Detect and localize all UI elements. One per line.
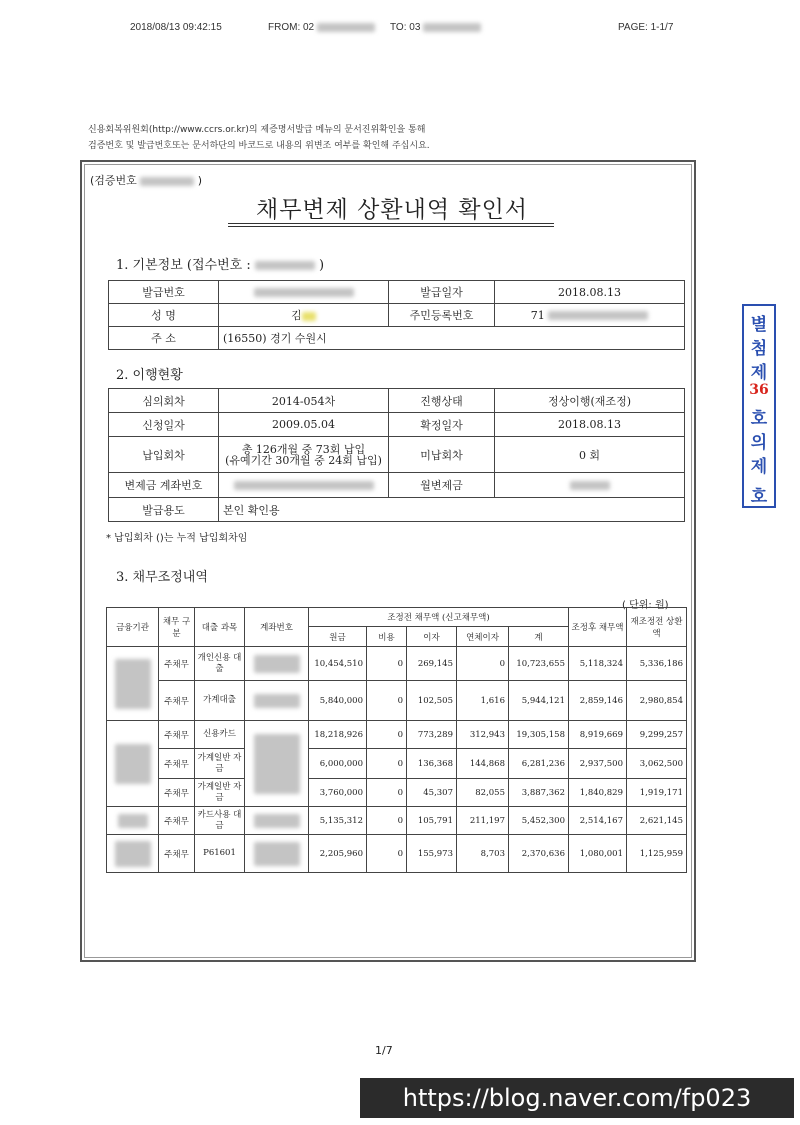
- overdue-cell: 8,703: [457, 835, 509, 873]
- redacted-block: [234, 481, 374, 490]
- section1-heading-close: ): [319, 258, 325, 273]
- stamp-char: 별: [750, 315, 768, 335]
- loan-subject-cell: 카드사용 대금: [195, 807, 245, 835]
- col-overdue: 연체이자: [457, 627, 509, 647]
- paid-line-2: (유예기간 30개월 중 24회 납입): [225, 453, 382, 467]
- total-cell: 3,887,362: [509, 779, 569, 807]
- account-cell: [245, 835, 309, 873]
- total-cell: 5,452,300: [509, 807, 569, 835]
- section1-heading-text: 1. 기본정보 (접수번호 :: [116, 258, 251, 273]
- redacted-block: [115, 744, 151, 784]
- table-row: [107, 647, 687, 681]
- redacted-block: [317, 23, 375, 32]
- account-cell: [245, 807, 309, 835]
- after-cell: 5,118,324: [569, 647, 627, 681]
- redacted-block: [115, 841, 151, 867]
- redacted-block: [254, 842, 300, 866]
- debt-adjustment-table: [106, 607, 687, 873]
- table-row: [107, 779, 687, 807]
- redacted-block: [254, 655, 300, 673]
- redacted-block: [115, 659, 151, 709]
- round-label: 심의회차: [109, 389, 219, 413]
- stamp-char: 의: [750, 433, 768, 453]
- readjust-cell: 5,336,186: [627, 647, 687, 681]
- loan-subject-cell: 신용카드: [195, 721, 245, 749]
- cost-cell: 0: [367, 681, 407, 721]
- total-cell: 6,281,236: [509, 749, 569, 779]
- readjust-cell: 3,062,500: [627, 749, 687, 779]
- unit-label: ( 단위: 원): [622, 600, 669, 611]
- issue-date-value: 2018.08.13: [495, 281, 685, 304]
- redacted-block: [254, 734, 300, 794]
- notice-line-1: 신용회복위원회(http://www.ccrs.or.kr)의 제증명서발급 메뉴의 문서진위확인을 통해: [88, 125, 426, 135]
- principal-cell: 18,218,926: [309, 721, 367, 749]
- redacted-block: [302, 312, 316, 321]
- overdue-cell: 0: [457, 647, 509, 681]
- institution-cell: [107, 721, 159, 807]
- fax-from: [268, 22, 375, 33]
- page-number: 1/7: [375, 1044, 393, 1057]
- debt-type-cell: 주채무: [159, 681, 195, 721]
- title-underline: [228, 223, 554, 224]
- debt-type-cell: 주채무: [159, 807, 195, 835]
- table-row: [107, 721, 687, 749]
- rrn-label: 주민등록번호: [389, 304, 495, 327]
- address-value: (16550) 경기 수원시: [219, 327, 685, 350]
- section1-heading: [116, 254, 324, 273]
- paid-round-note: * 납입회차 ()는 누적 납입회차임: [106, 533, 248, 544]
- principal-cell: 2,205,960: [309, 835, 367, 873]
- round-value: 2014-054차: [219, 389, 389, 413]
- redacted-block: [254, 288, 354, 297]
- readjust-cell: 2,621,145: [627, 807, 687, 835]
- verification-number: [90, 172, 202, 188]
- rrn-value: [495, 304, 685, 327]
- fax-to-label: TO: 03: [390, 22, 421, 33]
- name-value: [219, 304, 389, 327]
- loan-subject-cell: 가계일반 자금: [195, 749, 245, 779]
- principal-cell: 3,760,000: [309, 779, 367, 807]
- table-row: [107, 807, 687, 835]
- redacted-block: [254, 694, 300, 708]
- debt-type-cell: 주채무: [159, 779, 195, 807]
- interest-cell: 136,368: [407, 749, 457, 779]
- readjust-cell: 1,125,959: [627, 835, 687, 873]
- verification-close: ): [197, 174, 203, 187]
- debt-type-cell: 주채무: [159, 835, 195, 873]
- interest-cell: 269,145: [407, 647, 457, 681]
- col-before-group: 조정전 채무액 (신고채무액): [309, 608, 569, 627]
- apply-date-value: 2009.05.04: [219, 413, 389, 437]
- performance-table: [108, 388, 685, 522]
- after-cell: 2,859,146: [569, 681, 627, 721]
- apply-date-label: 신청일자: [109, 413, 219, 437]
- overdue-cell: 144,868: [457, 749, 509, 779]
- issue-no-label: 발급번호: [109, 281, 219, 304]
- confirm-date-label: 확정일자: [389, 413, 495, 437]
- document-title: 채무변제 상환내역 확인서: [255, 197, 529, 223]
- account-cell: [245, 721, 309, 807]
- stamp-char: 호: [750, 409, 768, 429]
- purpose-value: 본인 확인용: [219, 498, 685, 522]
- debt-type-cell: 주채무: [159, 721, 195, 749]
- table-row: [107, 681, 687, 721]
- col-debt-type: 채무 구분: [159, 608, 195, 647]
- redacted-block: [570, 481, 610, 490]
- fax-page: PAGE: 1-1/7: [618, 22, 674, 33]
- table-row: [107, 835, 687, 873]
- overdue-cell: 82,055: [457, 779, 509, 807]
- account-cell: [245, 647, 309, 681]
- after-cell: 1,080,001: [569, 835, 627, 873]
- cost-cell: 0: [367, 721, 407, 749]
- fax-datetime: 2018/08/13 09:42:15: [130, 22, 222, 33]
- verification-label: (검증번호: [90, 174, 137, 187]
- total-cell: 19,305,158: [509, 721, 569, 749]
- interest-cell: 155,973: [407, 835, 457, 873]
- section3-heading: 3. 채무조정내역: [116, 570, 208, 585]
- account-cell: [245, 681, 309, 721]
- interest-cell: 773,289: [407, 721, 457, 749]
- redacted-block: [118, 814, 148, 828]
- account-label: 변제금 계좌번호: [109, 473, 219, 498]
- col-institution: 금융기관: [107, 608, 159, 647]
- readjust-cell: 9,299,257: [627, 721, 687, 749]
- loan-subject-cell: 개인신용 대출: [195, 647, 245, 681]
- address-label: 주 소: [109, 327, 219, 350]
- overdue-cell: 211,197: [457, 807, 509, 835]
- debt-type-cell: 주채무: [159, 749, 195, 779]
- monthly-value: [495, 473, 685, 498]
- loan-subject-cell: 가계일반 자금: [195, 779, 245, 807]
- after-cell: 2,937,500: [569, 749, 627, 779]
- unpaid-label: 미납회차: [389, 437, 495, 473]
- total-cell: 10,723,655: [509, 647, 569, 681]
- redacted-block: [548, 311, 648, 320]
- basic-info-table: [108, 280, 685, 350]
- after-cell: 2,514,167: [569, 807, 627, 835]
- fax-to: [390, 22, 481, 33]
- table-row: [107, 749, 687, 779]
- loan-subject-cell: 가계대출: [195, 681, 245, 721]
- paid-label: 납입회차: [109, 437, 219, 473]
- stamp-number: 36: [749, 382, 769, 398]
- col-total: 계: [509, 627, 569, 647]
- after-cell: 1,840,829: [569, 779, 627, 807]
- loan-subject-cell: P61601: [195, 835, 245, 873]
- monthly-label: 월변제금: [389, 473, 495, 498]
- total-cell: 2,370,636: [509, 835, 569, 873]
- total-cell: 5,944,121: [509, 681, 569, 721]
- readjust-cell: 2,980,854: [627, 681, 687, 721]
- col-interest: 이자: [407, 627, 457, 647]
- stamp-char: 제: [750, 457, 768, 477]
- interest-cell: 102,505: [407, 681, 457, 721]
- cost-cell: 0: [367, 749, 407, 779]
- fax-from-label: FROM: 02: [268, 22, 315, 33]
- principal-cell: 5,840,000: [309, 681, 367, 721]
- readjust-cell: 1,919,171: [627, 779, 687, 807]
- title-underline: [228, 226, 554, 227]
- stamp-char: 첨: [750, 339, 768, 359]
- cost-cell: 0: [367, 835, 407, 873]
- status-value: 정상이행(재조정): [495, 389, 685, 413]
- stamp-char: 호: [750, 487, 768, 507]
- name-label: 성 명: [109, 304, 219, 327]
- stamp-char: 제: [750, 363, 768, 383]
- interest-cell: 45,307: [407, 779, 457, 807]
- principal-cell: 5,135,312: [309, 807, 367, 835]
- col-loan-subject: 대출 과목: [195, 608, 245, 647]
- issue-date-label: 발급일자: [389, 281, 495, 304]
- col-principal: 원금: [309, 627, 367, 647]
- redacted-block: [423, 23, 481, 32]
- blog-watermark: https://blog.naver.com/fp023: [360, 1078, 794, 1118]
- col-after: 조정후 채무액: [569, 608, 627, 647]
- interest-cell: 105,791: [407, 807, 457, 835]
- col-account: 계좌번호: [245, 608, 309, 647]
- verification-notice: [88, 122, 430, 154]
- account-value: [219, 473, 389, 498]
- principal-cell: 10,454,510: [309, 647, 367, 681]
- after-cell: 8,919,669: [569, 721, 627, 749]
- unpaid-value: 0 회: [495, 437, 685, 473]
- status-label: 진행상태: [389, 389, 495, 413]
- cost-cell: 0: [367, 807, 407, 835]
- institution-cell: [107, 647, 159, 721]
- attachment-stamp: [742, 304, 776, 508]
- cost-cell: 0: [367, 779, 407, 807]
- purpose-label: 발급용도: [109, 498, 219, 522]
- name-text: 김: [291, 309, 302, 322]
- issue-no-value: [219, 281, 389, 304]
- overdue-cell: 312,943: [457, 721, 509, 749]
- confirm-date-value: 2018.08.13: [495, 413, 685, 437]
- redacted-block: [255, 261, 315, 270]
- section2-heading: 2. 이행현황: [116, 368, 183, 383]
- cost-cell: 0: [367, 647, 407, 681]
- col-readjust: 재조정전 상환액: [627, 608, 687, 647]
- col-cost: 비용: [367, 627, 407, 647]
- institution-cell: [107, 835, 159, 873]
- redacted-block: [254, 814, 300, 828]
- rrn-text: 71: [530, 308, 545, 322]
- notice-line-2: 검증번호 및 발급번호또는 문서하단의 바코드로 내용의 위변조 여부를 확인해 주십시요.: [88, 141, 430, 151]
- paid-line-1: 총 126개월 중 73회 납입: [241, 442, 366, 456]
- overdue-cell: 1,616: [457, 681, 509, 721]
- paid-value: [219, 437, 389, 473]
- debt-type-cell: 주채무: [159, 647, 195, 681]
- principal-cell: 6,000,000: [309, 749, 367, 779]
- institution-cell: [107, 807, 159, 835]
- redacted-block: [140, 177, 194, 186]
